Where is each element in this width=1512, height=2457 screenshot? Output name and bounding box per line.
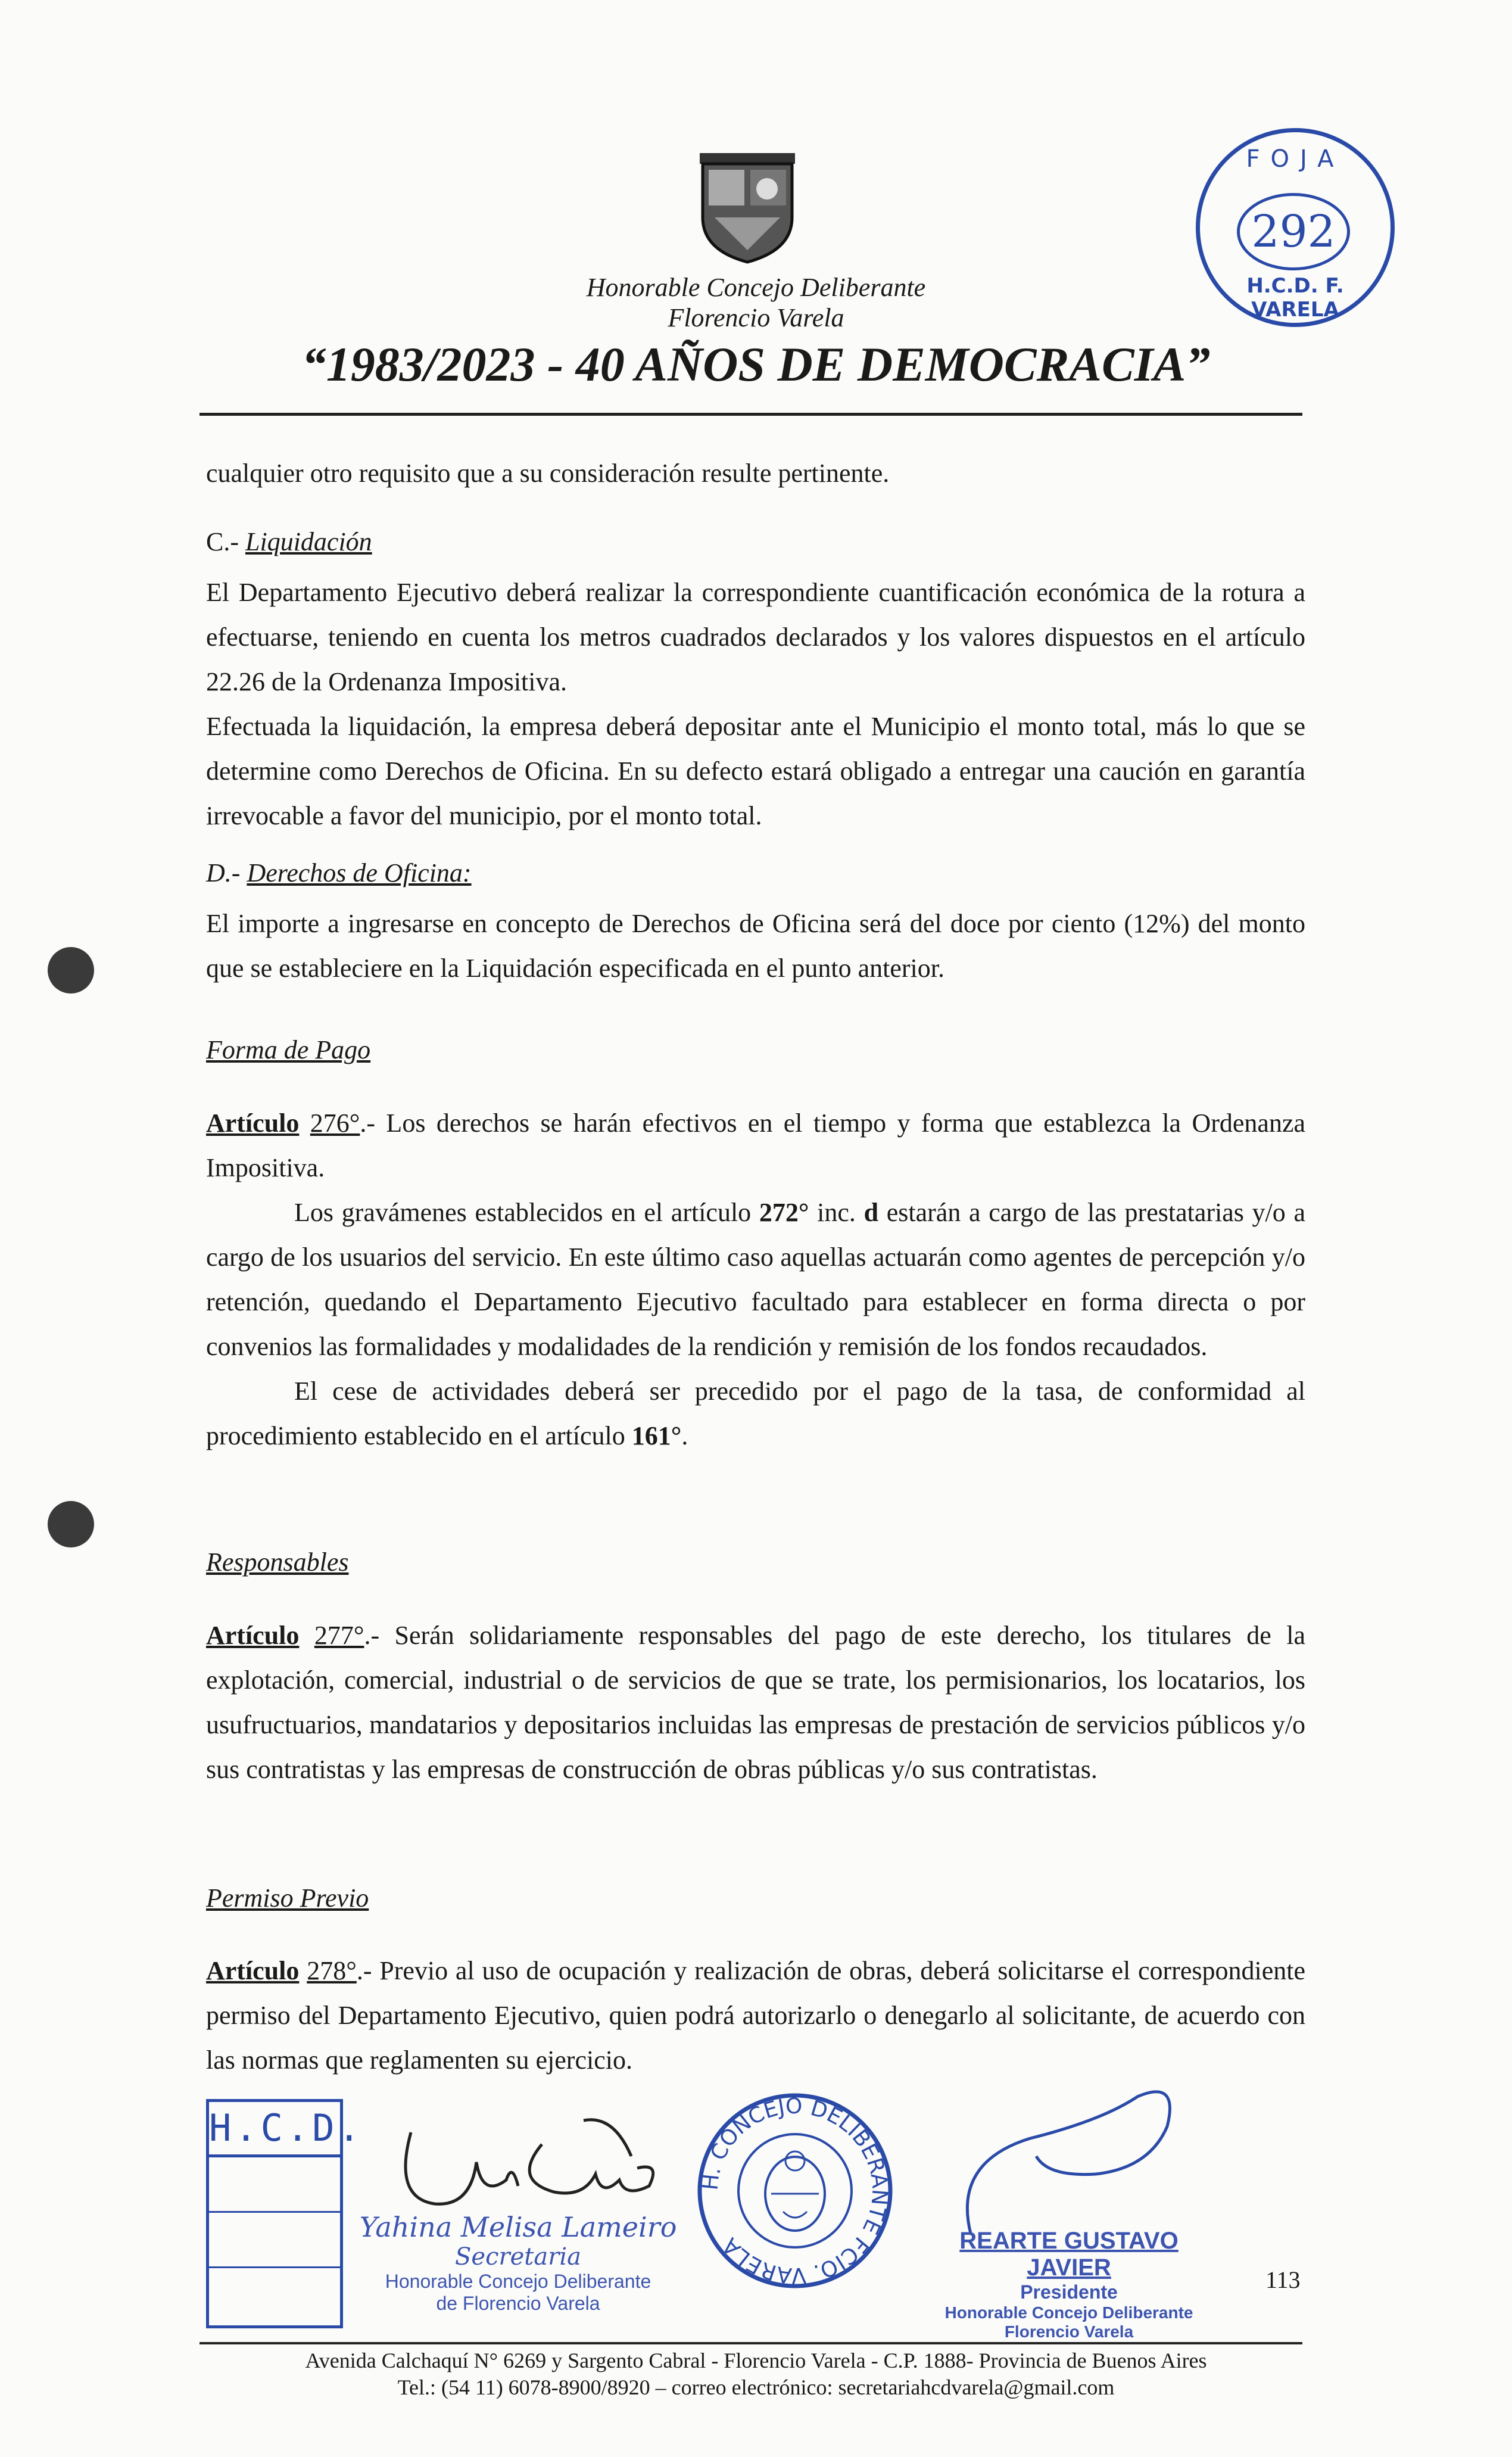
article-276 — [206, 1101, 1305, 1458]
article-276-label: Artículo — [206, 1108, 300, 1138]
intro-line — [206, 451, 1305, 496]
seal-ring-text: H. CONCEJO DELIBERANTE FCIO. VARELA — [698, 2094, 892, 2288]
permiso-previo-heading: Permiso Previo — [206, 1883, 369, 1913]
section-d-label: D.- — [206, 858, 241, 887]
article-278-text: .- Previo al uso de ocupación y realización de obras, deberá solicitarse el correspondiente permiso del Departamento Ejecutivo, quien podrá autorizarlo o denegarlo al solicitante, de acuerdo con las normas que reglamenten su ejercicio. — [206, 1956, 1305, 2075]
president-org: Honorable Concejo Deliberante — [944, 2303, 1193, 2322]
text-fragment: inc. — [809, 1198, 864, 1227]
section-c-title: Liquidación — [245, 527, 372, 556]
coat-of-arms-icon — [691, 146, 804, 265]
responsables-heading: Responsables — [206, 1547, 349, 1577]
hcd-box-row — [209, 2213, 340, 2268]
article-276-paragraph-2 — [206, 1190, 1305, 1369]
article-276-paragraph — [206, 1101, 1305, 1190]
section-d-title: Derechos de Oficina: — [247, 858, 472, 887]
inciso-d: d — [863, 1198, 879, 1227]
folio-number: 292 — [1237, 193, 1350, 270]
section-d-heading — [206, 858, 472, 888]
hcd-box-stamp — [206, 2099, 364, 2328]
text-fragment: estarán a cargo de las prestatarias y/o a cargo de los usuarios del servicio. En este último caso aquellas actuarán como agentes de percepción y/o retención, quedando el Departamento Ejecutivo facultado para establecer en forma directa o por convenios las formalidades y modalidades de la rendición y remisión de los fondos recaudados. — [206, 1198, 1305, 1361]
section-d-paragraph: El importe a ingresarse en concepto de Derechos de Oficina será del doce por ciento (12%) del monto que se estableciere en la Liquidación especificada en el punto anterior. — [206, 909, 1305, 983]
official-seal — [694, 2089, 896, 2292]
president-role: Presidente — [1020, 2281, 1118, 2303]
president-name: REARTE GUSTAVO JAVIER — [959, 2228, 1179, 2281]
motto: “1983/2023 - 40 AÑOS DE DEMOCRACIA” — [301, 337, 1211, 391]
section-c-heading — [206, 527, 372, 557]
text-fragment: Los gravámenes establecidos en el artículo — [294, 1198, 759, 1227]
president-city: Florencio Varela — [1004, 2322, 1134, 2341]
section-c-paragraph-1: El Departamento Ejecutivo deberá realizar la correspondiente cuantificación económica de la rotura a efectuarse, teniendo en cuenta los metros cuadrados declarados y los valores dispuestos en el artículo 22.26 de la Ordenanza Impositiva. — [206, 578, 1305, 696]
article-278-number: 278° — [307, 1956, 357, 1985]
secretary-role: Secretaria — [455, 2243, 581, 2271]
institution-name: Honorable Concejo Deliberante — [586, 273, 926, 302]
city-name: Florencio Varela — [668, 303, 844, 332]
article-276-number: 276° — [310, 1108, 360, 1138]
article-276-text: .- Los derechos se harán efectivos en el tiempo y forma que establezca la Ordenanza Impositiva. — [206, 1108, 1306, 1182]
hcd-box-row — [209, 2268, 340, 2322]
footer-rule — [199, 2342, 1302, 2344]
secretary-city: de Florencio Varela — [436, 2293, 600, 2314]
forma-pago-heading: Forma de Pago — [206, 1035, 371, 1064]
header-rule — [199, 413, 1302, 416]
footer-contact: Tel.: (54 11) 6078-8900/8920 – correo electrónico: secretariahcdvarela@gmail.com — [397, 2375, 1115, 2399]
secretary-name: Yahina Melisa Lameiro — [359, 2211, 677, 2243]
section-c-body — [206, 570, 1305, 838]
folio-stamp-top: FOJA — [1246, 145, 1345, 173]
punch-hole-bottom — [48, 1501, 94, 1547]
page-number: 113 — [1265, 2266, 1301, 2293]
article-276-paragraph-3 — [206, 1369, 1305, 1458]
secretary-org: Honorable Concejo Deliberante — [385, 2271, 651, 2292]
president-stamp — [938, 2228, 1200, 2341]
article-277 — [206, 1613, 1305, 1792]
secretary-stamp — [345, 2211, 691, 2315]
text-fragment: El cese de actividades deberá ser precedido por el pago de la tasa, de conformidad al procedimiento establecido en el artículo — [206, 1377, 1305, 1450]
article-278 — [206, 1948, 1305, 2082]
article-277-number: 277° — [314, 1621, 364, 1650]
punch-hole-top — [48, 947, 94, 994]
article-ref-161: 161° — [631, 1421, 682, 1450]
article-277-label: Artículo — [206, 1621, 300, 1650]
secretary-signature-scribble — [381, 2109, 691, 2228]
article-277-text: .- Serán solidariamente responsables del pago de este derecho, los titulares de la explotación, comercial, industrial o de servicios de que se trate, los permisionarios, los locatarios, los usufructuarios, mandatarios y depositarios incluidas las empresas de prestación de servicios públicos y/o sus contratistas y las empresas de construcción de obras públicas y/o sus contratistas. — [206, 1621, 1305, 1784]
article-ref-272: 272° — [759, 1198, 809, 1227]
article-278-paragraph — [206, 1948, 1305, 2082]
section-d-body — [206, 901, 1305, 991]
folio-stamp-bottom: H.C.D. F. VARELA — [1246, 274, 1344, 322]
folio-stamp — [1196, 128, 1395, 327]
article-277-paragraph — [206, 1613, 1305, 1792]
section-c-label: C.- — [206, 527, 239, 556]
hcd-box-title: H.C.D. — [209, 2102, 340, 2157]
section-c-paragraph-2: Efectuada la liquidación, la empresa deberá depositar ante el Municipio el monto total, más lo que se determine como Derechos de Oficina. En su defecto estará obligado a entregar una caución en garantía irrevocable a favor del municipio, por el monto total. — [206, 712, 1305, 830]
footer-address: Avenida Calchaquí N° 6269 y Sargento Cabral - Florencio Varela - C.P. 1888- Provincia de Buenos Aires — [305, 2349, 1207, 2372]
president-signature-scribble — [947, 2073, 1197, 2246]
article-278-label: Artículo — [206, 1956, 300, 1985]
text-fragment: . — [681, 1421, 688, 1450]
intro-text: cualquier otro requisito que a su consideración resulte pertinente. — [206, 459, 890, 488]
hcd-box-row — [209, 2157, 340, 2213]
